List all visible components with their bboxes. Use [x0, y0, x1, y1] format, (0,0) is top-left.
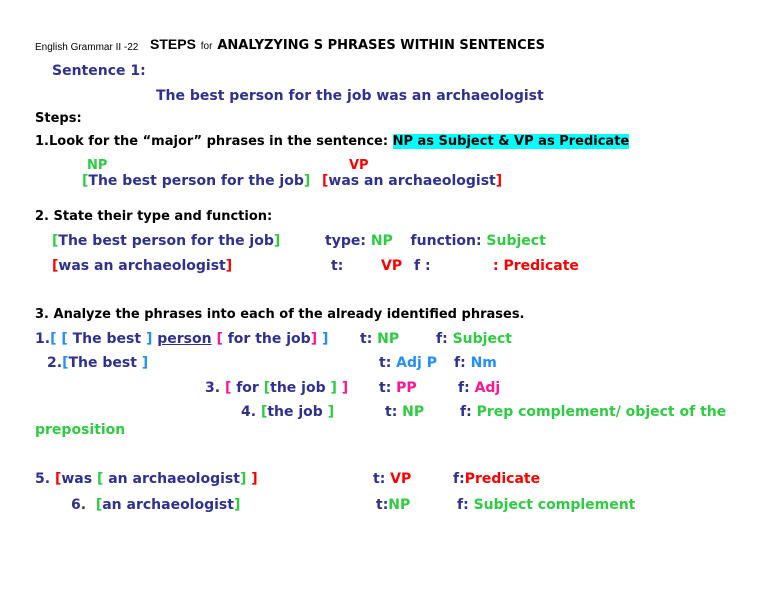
analysis-line-6: 6. [an archaeologist] [71, 497, 241, 513]
sentence-text: The best person for the job was an archaeologist [156, 88, 544, 104]
step-2-row-1-phrase-text: The best person for the job [58, 233, 274, 249]
analysis-line-2: 2.[The best ] [47, 355, 149, 371]
line-5-f-label: f: [453, 471, 465, 487]
document-title [150, 35, 545, 56]
step-2-row-2-f-label: f : [414, 258, 431, 274]
type-value: NP [370, 233, 393, 249]
step-2: 2. State their type and function: [35, 209, 273, 224]
line-6-t-label: t: [376, 497, 389, 513]
line-1-type-value: NP [377, 331, 400, 347]
line-5-function [453, 470, 540, 488]
steps-heading: Steps: [35, 111, 82, 126]
line-2-function [454, 354, 497, 372]
line-5-func-value: Predicate [464, 471, 541, 487]
line-4-func-value: Prep complement/ object of the [476, 404, 727, 420]
line-6-type-value: NP [388, 497, 411, 513]
line-2-type [379, 354, 437, 372]
line-4-type-value: NP [402, 404, 425, 420]
line-3-func-value: Adj [474, 380, 501, 396]
function-label: function: [410, 233, 482, 249]
vp-phrase: [was an archaeologist] [322, 173, 503, 189]
step-2-row-1-phrase: [The best person for the job] [52, 233, 281, 249]
line-6-f-label: f: [457, 497, 469, 513]
line-6-func-value: Subject complement [473, 497, 636, 513]
line-3-for: for [236, 380, 259, 396]
step-1 [35, 133, 629, 151]
line-3-number: 3. [205, 380, 221, 396]
step-1-highlight: NP as Subject & VP as Predicate [392, 134, 630, 149]
analysis-line-4: 4. [the job ] [241, 404, 335, 420]
line-1-number: 1. [35, 331, 51, 347]
line-1-type [360, 330, 399, 348]
step-2-row-2-type: VP [381, 258, 403, 274]
function-value: Subject [486, 233, 546, 249]
line-5-t-label: t: [373, 471, 386, 487]
line-5-type [373, 470, 411, 488]
analysis-line-3: 3. [ for [the job ] ] [205, 380, 349, 396]
title-for-word: for [200, 41, 213, 52]
line-4-type [385, 403, 424, 421]
vp-label: VP [349, 158, 369, 173]
line-5-type-value: VP [390, 471, 412, 487]
step-2-row-1-analysis [325, 232, 546, 250]
line-6-number: 6. [71, 497, 87, 513]
line-1-f-label: f: [436, 331, 448, 347]
line-1-the-best: The best [72, 331, 142, 347]
np-label: NP [87, 158, 108, 173]
line-1-t-label: t: [360, 331, 373, 347]
line-2-t-label: t: [379, 355, 392, 371]
type-label: type: [325, 233, 366, 249]
step-2-row-2-t-label: t: [331, 258, 344, 274]
course-label: English Grammar II -22 [35, 42, 139, 53]
document-header [35, 37, 138, 57]
line-4-f-label: f: [460, 404, 472, 420]
np-phrase: [The best person for the job] [82, 173, 311, 189]
line-2-type-value: Adj P [396, 355, 437, 371]
vp-phrase-text: was an archaeologist [328, 173, 496, 189]
title-main: ANALYZYING S PHRASES WITHIN SENTENCES [217, 38, 545, 53]
line-3-t-label: t: [379, 380, 392, 396]
step-2-row-2-func [493, 257, 579, 275]
line-4-phrase: the job [267, 404, 323, 420]
np-phrase-text: The best person for the job [88, 173, 304, 189]
line-6-function [457, 496, 635, 514]
line-2-f-label: f: [454, 355, 466, 371]
line-3-type-value: PP [396, 380, 417, 396]
line-4-number: 4. [241, 404, 257, 420]
line-3-f-label: f: [458, 380, 470, 396]
step-2-row-2-phrase-text: was an archaeologist [58, 258, 226, 274]
line-3-the-job: the job [270, 380, 326, 396]
step-3: 3. Analyze the phrases into each of the already identified phrases. [35, 307, 525, 322]
step-2-row-2-colon: : [493, 258, 499, 274]
line-5-was: was [61, 471, 93, 487]
line-1-for-the-job: for the job [227, 331, 311, 347]
step-1-text: 1.Look for the “major” phrases in the sentence: [35, 134, 393, 149]
title-steps-word: STEPS [150, 36, 196, 52]
line-5-an-archaeologist: an archaeologist [108, 471, 240, 487]
line-3-type [379, 379, 417, 397]
line-1-function [436, 330, 512, 348]
sentence-label: Sentence 1: [52, 63, 146, 79]
analysis-line-5: 5. [was [ an archaeologist] ] [35, 471, 258, 487]
line-1-head-noun: person [157, 331, 212, 347]
step-2-row-2-phrase: [was an archaeologist] [52, 258, 233, 274]
analysis-line-1: 1.[ [ The best ] person [ for the job] ] [35, 331, 329, 347]
line-2-phrase: The best [68, 355, 137, 371]
line-4-function [460, 403, 726, 421]
line-5-number: 5. [35, 471, 51, 487]
line-6-phrase: an archaeologist [102, 497, 234, 513]
line-6-type [376, 496, 410, 514]
line-4-t-label: t: [385, 404, 398, 420]
line-3-function [458, 379, 500, 397]
line-2-number: 2. [47, 355, 63, 371]
step-2-row-2-func-text: Predicate [503, 258, 579, 274]
line-1-func-value: Subject [452, 331, 512, 347]
line-2-func-value: Nm [470, 355, 497, 371]
line-4-function-continued: preposition [35, 422, 126, 438]
